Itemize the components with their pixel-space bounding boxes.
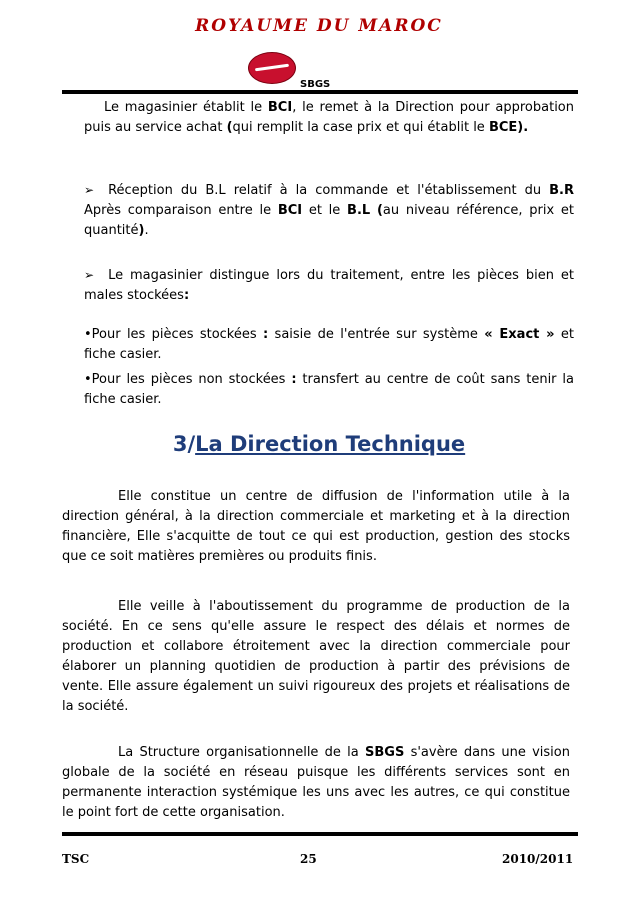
footer-rule — [62, 832, 578, 836]
paragraph-centre-diffusion: Elle constitue un centre de diffusion de l'information utile à la direction général, à la direction commerciale et marketing et à la direction financière, Elle s'acquitte de tout ce qui est production, gestion des stocks que ce soit matières premières ou produits finis. — [62, 489, 570, 564]
header-title: ROYAUME DU MAROC — [195, 16, 443, 36]
coca-cola-logo-icon — [248, 52, 296, 84]
page-number: 25 — [300, 852, 317, 866]
arrow-bullet-icon: ➢ — [84, 268, 95, 282]
footer-year: 2010/2011 — [502, 852, 574, 866]
footer-left: TSC — [62, 852, 90, 866]
header-rule — [62, 90, 578, 94]
paragraph-magasinier: Le magasinier établit le BCI, le remet à la Direction pour approbation puis au service achat (qui remplit la case prix et qui établit le BCE). — [84, 100, 575, 135]
arrow-bullet-icon: ➢ — [84, 183, 95, 197]
bullet-distingue: ➢ Le magasinier distingue lors du traitement, entre les pièces bien et males stockées: — [84, 268, 574, 303]
item-pieces-non-stockees: •Pour les pièces non stockées : transfert au centre de coût sans tenir la fiche casier. — [84, 372, 574, 407]
paragraph-programme-production: Elle veille à l'aboutissement du programme de production de la société. En ce sens qu'elle assure le respect des délais et normes de production et collabore étroitement avec la direction commerciale pour élaborer un planning quotidien de production à partir des prévisions de vente. Elle assure également un suivi rigoureux des projets et réalisations de la société. — [62, 599, 570, 714]
item-pieces-stockees: •Pour les pièces stockées : saisie de l'entrée sur système « Exact » et fiche casier. — [84, 327, 574, 362]
bullet-reception: ➢ Réception du B.L relatif à la commande et l'établissement du B.R Après comparaison entre le BCI et le B.L (au niveau référence, prix et quantité). — [84, 183, 575, 238]
section-title: 3/La Direction Technique — [172, 432, 466, 456]
paragraph-structure: La Structure organisationnelle de la SBGS s'avère dans une vision globale de la société en réseau puisque les différents services sont en permanente interaction systémique les uns avec les autres, ce qui constitue le point fort de cette organisation. — [62, 745, 570, 820]
header-sbgs: SBGS — [300, 79, 331, 90]
